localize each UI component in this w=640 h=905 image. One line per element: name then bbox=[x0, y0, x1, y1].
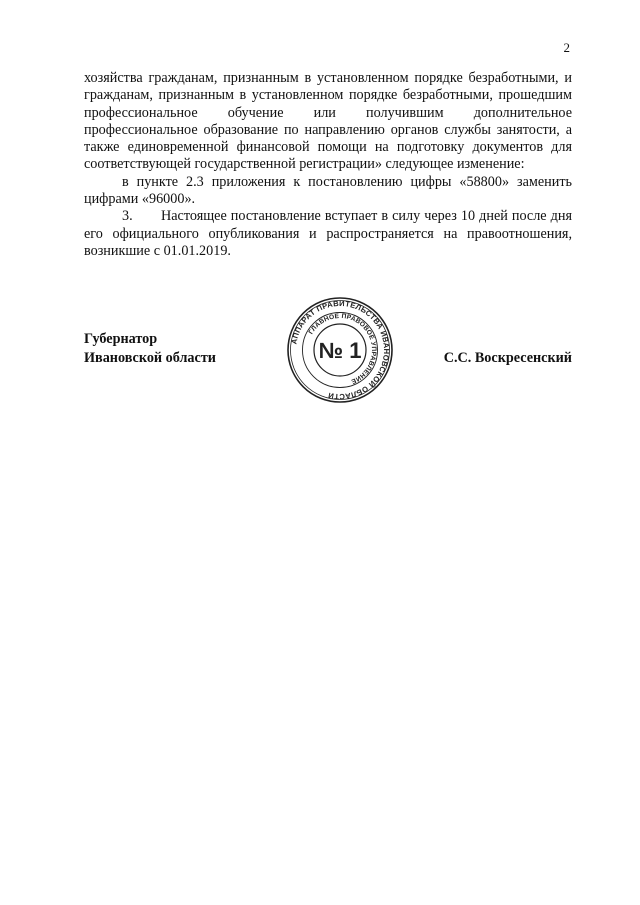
document-body bbox=[84, 70, 572, 260]
signature-block bbox=[84, 298, 572, 420]
seal-center-text: № 1 bbox=[318, 338, 362, 363]
signatory-position-line2: Ивановской области bbox=[84, 350, 216, 366]
paragraph-effective-date: 3. Настоящее постановление вступает в силу через 10 дней после дня его официального опубликования и распространяется на правоотношения, возникшие с 01.01.2019. bbox=[84, 208, 572, 259]
paragraph-amendment: в пункте 2.3 приложения к постановлению цифры «58800» заменить цифрами «96000». bbox=[84, 173, 572, 208]
paragraph-continuation: хозяйства гражданам, признанным в установленном порядке безработными, и гражданам, признанным в установленном порядке безработными, прошедшим профессиональное обучение или получившим дополнительное профессиональное образование по направлению органов службы занятости, а также единовременной финансовой помощи на подготовку документов для соответствующей государственной регистрации» следующее изменение: bbox=[84, 70, 572, 173]
page-number: 2 bbox=[563, 40, 570, 55]
signatory-position bbox=[84, 330, 216, 368]
signatory-position-line1: Губернатор bbox=[84, 331, 158, 347]
official-seal bbox=[286, 296, 394, 404]
seal-outer-text: АППАРАТ ПРАВИТЕЛЬСТВА ИВАНОВСКОЙ ОБЛАСТИ bbox=[289, 298, 392, 402]
seal-inner-text: ГЛАВНОЕ ПРАВОВОЕ УПРАВЛЕНИЕ bbox=[307, 312, 378, 385]
signatory-name: С.С. Воскресенский bbox=[443, 350, 572, 366]
